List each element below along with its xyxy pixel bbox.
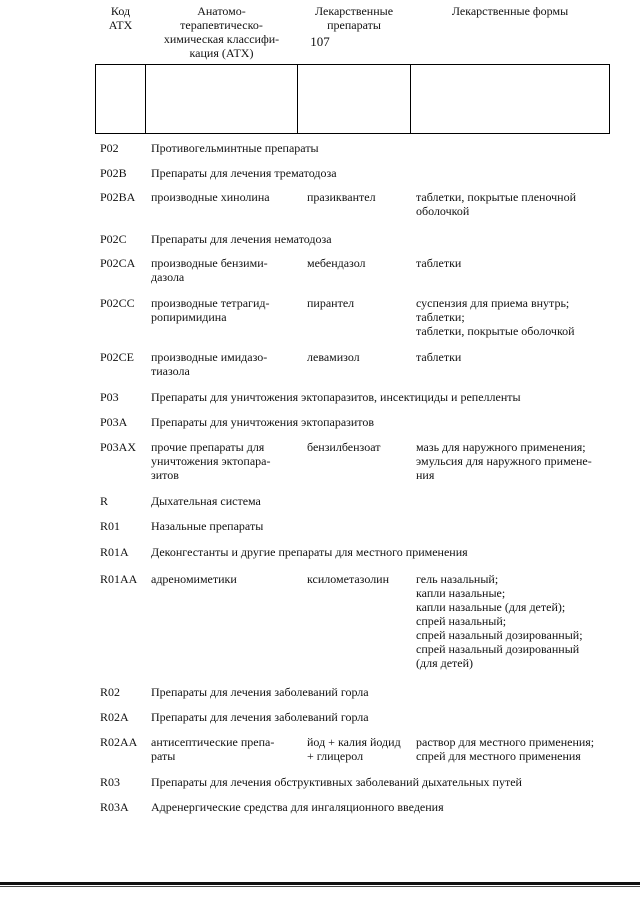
drug-name — [307, 440, 415, 454]
atc-code: P03A — [100, 415, 128, 429]
atc-code: P03AX — [100, 440, 137, 454]
group-name: Препараты для лечения заболеваний горла — [151, 710, 369, 724]
header-dosage-forms — [411, 4, 609, 18]
text-line: химическая классифи- — [163, 32, 280, 46]
drug-name — [307, 735, 415, 763]
table-header — [95, 64, 610, 134]
atc-code: P02C — [100, 232, 127, 246]
text-line: дазола — [151, 270, 185, 284]
text-line: (для детей) — [416, 656, 474, 670]
text-line: Анатомо- — [197, 4, 246, 18]
atc-code: R01AA — [100, 572, 138, 586]
group-name: Препараты для уничтожения эктопаразитов — [151, 415, 375, 429]
atc-code: P03 — [100, 390, 119, 404]
header-divider — [410, 64, 411, 134]
text-line: производные хинолина — [151, 190, 270, 204]
text-line: уничтожения эктопара- — [151, 454, 271, 468]
text-line: пирантел — [307, 296, 355, 310]
scan-border — [0, 882, 640, 885]
atc-code: P02CE — [100, 350, 135, 364]
drug-name — [307, 190, 415, 204]
text-line: мебендазол — [307, 256, 366, 270]
atc-code: R02AA — [100, 735, 138, 749]
text-line: тиазола — [151, 364, 190, 378]
atc-code: R03 — [100, 775, 121, 789]
text-line: спрей назальный дозированный — [416, 642, 580, 656]
text-line: ропиримидина — [151, 310, 227, 324]
atc-code: R01 — [100, 519, 121, 533]
group-name: Препараты для лечения обструктивных заболеваний дыхательных путей — [151, 775, 522, 789]
text-line: бензилбензоат — [307, 440, 381, 454]
group-name: Дыхательная система — [151, 494, 261, 508]
header-divider — [145, 64, 146, 134]
text-line: суспензия для приема внутрь; — [416, 296, 570, 310]
group-name: Адренергические средства для ингаляционного введения — [151, 800, 444, 814]
text-line: таблетки; — [416, 310, 465, 324]
atc-classification — [151, 350, 301, 378]
text-line: таблетки, покрытые оболочкой — [416, 324, 575, 338]
text-line: + глицерол — [307, 749, 364, 763]
text-line: Код — [110, 4, 131, 18]
scan-border — [0, 886, 640, 887]
dosage-forms — [416, 296, 621, 338]
text-line: йод + калия йодид — [307, 735, 401, 749]
atc-code: R03A — [100, 800, 129, 814]
header-drugs — [298, 4, 410, 32]
atc-classification — [151, 440, 301, 482]
text-line: эмульсия для наружного примене- — [416, 454, 592, 468]
atc-code: P02CC — [100, 296, 135, 310]
text-line: таблетки — [416, 350, 462, 364]
dosage-forms — [416, 256, 621, 270]
atc-code: P02B — [100, 166, 127, 180]
text-line: зитов — [151, 468, 179, 482]
text-line: мазь для наружного применения; — [416, 440, 586, 454]
text-line: антисептические препа- — [151, 735, 275, 749]
atc-code: R01A — [100, 545, 129, 559]
text-line: АТХ — [108, 18, 133, 32]
header-code — [96, 4, 145, 32]
text-line: препараты — [327, 18, 381, 32]
group-name: Деконгестанты и другие препараты для местного применения — [151, 545, 468, 559]
text-line: Лекарственные формы — [451, 4, 569, 18]
group-name: Препараты для уничтожения эктопаразитов, инсектициды и репелленты — [151, 390, 521, 404]
group-name: Противогельминтные препараты — [151, 141, 319, 155]
header-divider — [297, 64, 298, 134]
atc-classification — [151, 572, 301, 586]
text-line: оболочкой — [416, 204, 470, 218]
group-name: Препараты для лечения трематодоза — [151, 166, 337, 180]
text-line: празиквантел — [307, 190, 376, 204]
text-line: таблетки, покрытые пленочной — [416, 190, 577, 204]
text-line: прочие препараты для — [151, 440, 265, 454]
text-line: производные имидазо- — [151, 350, 268, 364]
dosage-forms — [416, 190, 621, 218]
atc-classification — [151, 296, 301, 324]
atc-code: R02 — [100, 685, 121, 699]
dosage-forms — [416, 572, 621, 670]
dosage-forms — [416, 350, 621, 364]
atc-classification — [151, 256, 301, 284]
text-line: таблетки — [416, 256, 462, 270]
text-line: Лекарственные — [314, 4, 394, 18]
group-name: Препараты для лечения нематодоза — [151, 232, 332, 246]
group-name: Назальные препараты — [151, 519, 264, 533]
atc-code: P02 — [100, 141, 119, 155]
text-line: ксилометазолин — [307, 572, 390, 586]
text-line: левамизол — [307, 350, 360, 364]
text-line: капли назальные (для детей); — [416, 600, 566, 614]
text-line: адреномиметики — [151, 572, 237, 586]
text-line: гель назальный; — [416, 572, 499, 586]
dosage-forms — [416, 440, 621, 482]
atc-code: P02CA — [100, 256, 136, 270]
page-number: 107 — [310, 34, 330, 49]
text-line: производные бензими- — [151, 256, 268, 270]
text-line: спрей назальный дозированный; — [416, 628, 583, 642]
text-line: производные тетрагид- — [151, 296, 270, 310]
group-name: Препараты для лечения заболеваний горла — [151, 685, 369, 699]
atc-code: R02A — [100, 710, 129, 724]
text-line: раты — [151, 749, 176, 763]
atc-classification — [151, 190, 301, 204]
atc-code: P02BA — [100, 190, 136, 204]
text-line: кация (АТХ) — [189, 46, 254, 60]
text-line: спрей для местного применения — [416, 749, 581, 763]
atc-code: R — [100, 494, 109, 508]
drug-name — [307, 296, 415, 310]
text-line: терапевтическо- — [180, 18, 263, 32]
drug-name — [307, 572, 415, 586]
text-line: спрей назальный; — [416, 614, 507, 628]
text-line: капли назальные; — [416, 586, 506, 600]
text-line: раствор для местного применения; — [416, 735, 595, 749]
atc-classification — [151, 735, 301, 763]
text-line: ния — [416, 468, 435, 482]
drug-name — [307, 350, 415, 364]
dosage-forms — [416, 735, 621, 763]
drug-name — [307, 256, 415, 270]
header-atc-classification — [146, 4, 297, 60]
